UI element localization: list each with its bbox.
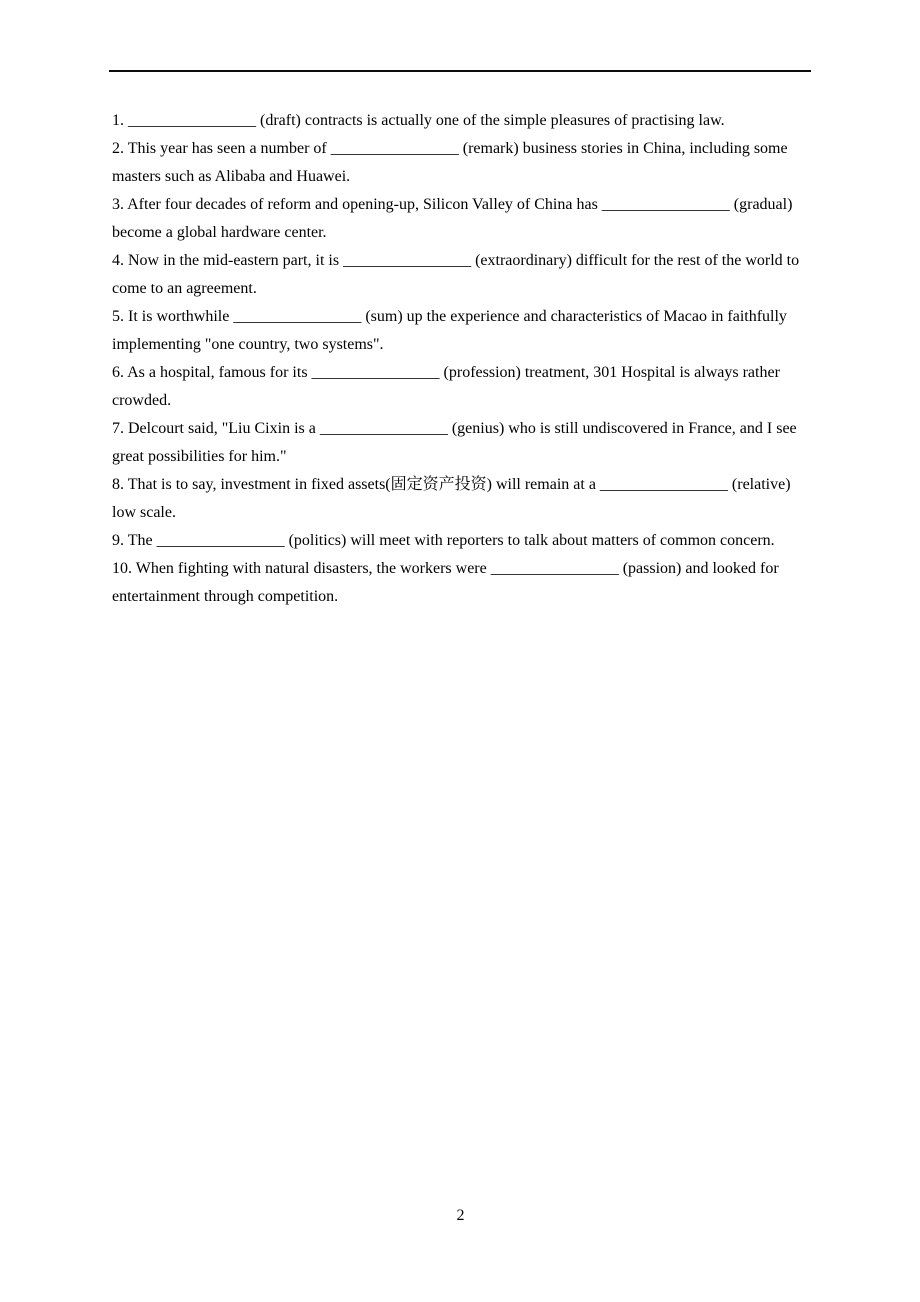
exercise-line-14: 8. That is to say, investment in fixed assets(固定资产投资) will remain at a ________________ (relative): [112, 476, 791, 493]
exercise-line-13: great possibilities for him.": [112, 448, 287, 465]
exercise-line-11: crowded.: [112, 392, 172, 409]
exercise-line-18: entertainment through competition.: [112, 588, 339, 605]
exercise-line-7: come to an agreement.: [112, 280, 257, 297]
header-rule: [109, 70, 811, 72]
exercise-line-16: 9. The ________________ (politics) will meet with reporters to talk about matters of common concern.: [112, 532, 775, 549]
exercise-line-12: 7. Delcourt said, "Liu Cixin is a ________________ (genius) who is still undiscovered in France, and I see: [112, 420, 797, 437]
exercise-line-4: 3. After four decades of reform and opening-up, Silicon Valley of China has ________________ (gradual): [112, 196, 793, 213]
exercise-text: [112, 107, 812, 611]
exercise-line-15: low scale.: [112, 504, 176, 521]
exercise-line-10: 6. As a hospital, famous for its ________________ (profession) treatment, 301 Hospital is always rather: [112, 364, 780, 381]
exercise-line-1: 1. ________________ (draft) contracts is actually one of the simple pleasures of practising law.: [112, 112, 725, 129]
page-number: 2: [456, 1207, 465, 1224]
exercise-line-6: 4. Now in the mid-eastern part, it is ________________ (extraordinary) difficult for the rest of the world to: [112, 252, 800, 269]
exercise-line-17: 10. When fighting with natural disasters, the workers were ________________ (passion) and looked for: [112, 560, 779, 577]
exercise-line-8: 5. It is worthwhile ________________ (sum) up the experience and characteristics of Macao in faithfully: [112, 308, 787, 325]
exercise-line-9: implementing "one country, two systems".: [112, 336, 384, 353]
exercise-line-5: become a global hardware center.: [112, 224, 327, 241]
exercise-line-3: masters such as Alibaba and Huawei.: [112, 168, 351, 185]
exercise-line-2: 2. This year has seen a number of ________________ (remark) business stories in China, including some: [112, 140, 788, 157]
